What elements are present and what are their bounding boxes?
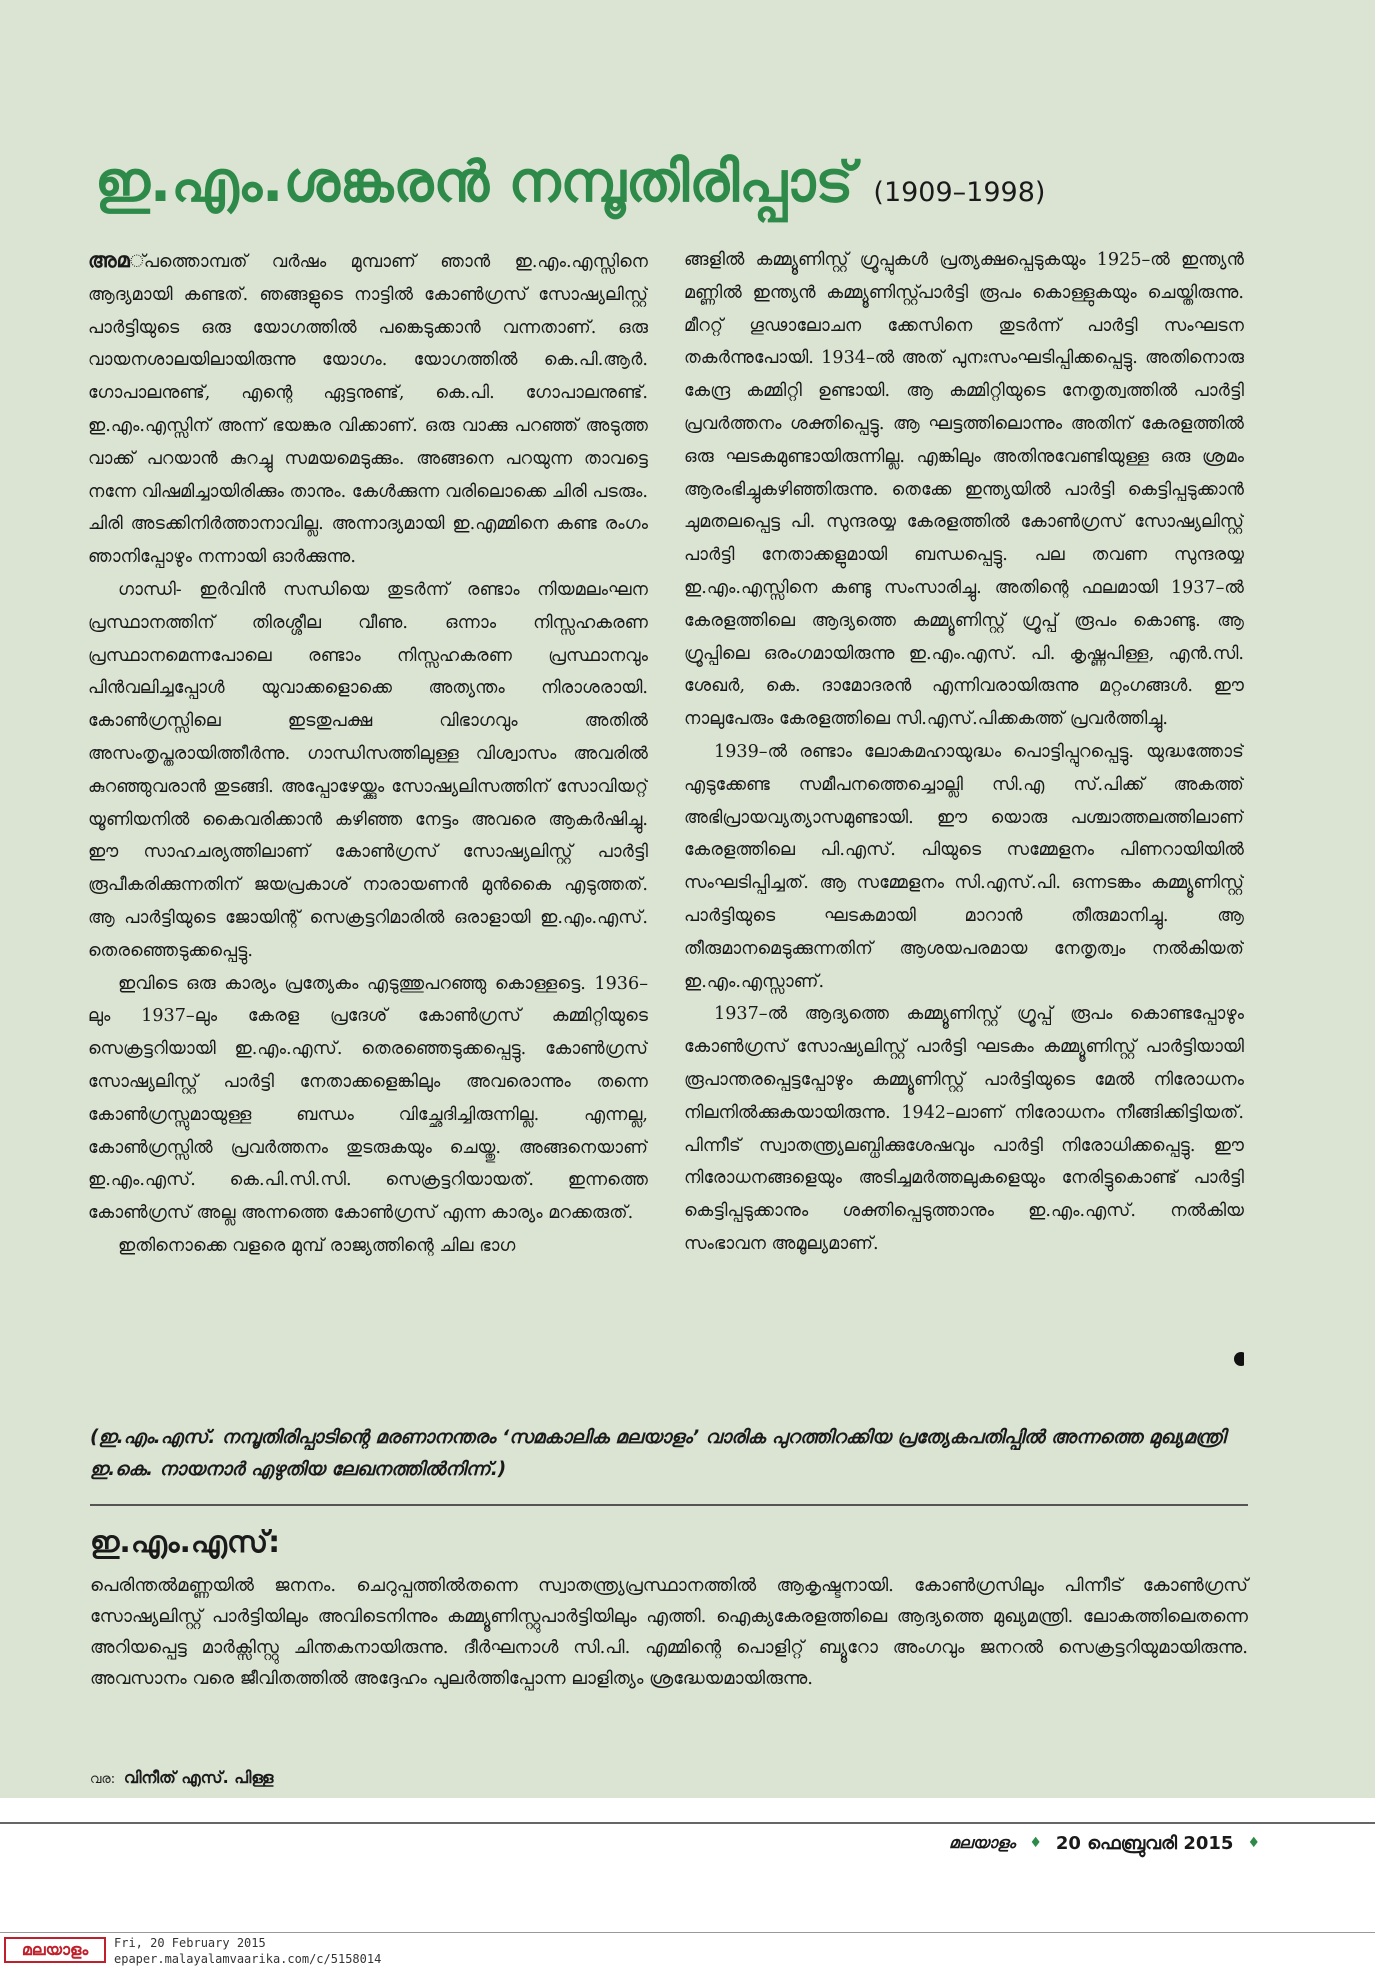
end-of-article-dot <box>1234 1352 1244 1366</box>
title-row <box>95 150 1295 240</box>
epaper-bar <box>0 1932 1375 1970</box>
page-folio <box>949 1828 1260 1858</box>
illustration-credit <box>90 1768 273 1788</box>
diamond-icon: ♦ <box>1029 1835 1042 1851</box>
epaper-logo[interactable]: മലയാളം <box>4 1937 106 1963</box>
epaper-date: Fri, 20 February 2015 <box>114 1936 266 1950</box>
masthead-logo: മലയാളം <box>949 1833 1016 1852</box>
bio-text: പെരിന്തൽമണ്ണയിൽ ജനനം. ചെറുപ്പത്തിൽതന്നെ സ്വാതന്ത്ര്യപ്രസ്ഥാനത്തിൽ ആകൃഷ്ടനായി. കോൺഗ്രസിലും പിന്നീട് കോൺഗ്രസ് സോഷ്യലിസ്റ്റ് പാർട്ടിയിലും അവിടെനിന്നും കമ്മ്യൂണിസ്റ്റുപാർട്ടിയിലും എത്തി. ഐക്യകേരളത്തിലെ ആദ്യത്തെ മുഖ്യമന്ത്രി. ലോകത്തിലെതന്നെ അറിയപ്പെട്ട മാർക്സിസ്റ്റു ചിന്തകനായിരുന്നു. ദീർഘനാൾ സി.പി. എമ്മിന്റെ പൊളിറ്റ് ബ്യൂറോ അംഗവും ജനറൽ സെക്രട്ടറിയുമായിരുന്നു. അവസാനം വരെ ജീവിതത്തിൽ അദ്ദേഹം പുലർത്തിപ്പോന്ന ലാളിത്യം ശ്രദ്ധേയമായിരുന്നു. <box>90 1575 1248 1689</box>
article-years: (1909–1998) <box>873 177 1046 208</box>
article-title: ഇ.എം.ശങ്കരൻ നമ്പൂതിരിപ്പാട് <box>95 150 854 215</box>
paragraph-text: അമ്പത്തൊമ്പത് വർഷം മുമ്പാണ് ഞാൻ ഇ.എം.എസ്സിനെ ആദ്യമായി കണ്ടത്. ഞങ്ങളുടെ നാട്ടിൽ കോൺഗ്രസ് സോഷ്യലിസ്റ്റ് പാർട്ടിയുടെ ഒരു യോഗത്തിൽ പങ്കെടുക്കാൻ വന്നതാണ്. ഒരു വായനശാലയിലായിരുന്നു യോഗം. യോഗത്തിൽ കെ.പി.ആർ. ഗോപാലനുണ്ട്, എന്റെ ഏട്ടനുണ്ട്, കെ.പി. ഗോപാലനുണ്ട്. ഇ.എം.എസ്സിന് അന്ന് ഭയങ്കര വിക്കാണ്. ഒരു വാക്കു പറഞ്ഞ് അടുത്ത വാക്ക് പറയാൻ കുറച്ചു സമയമെടുക്കും. അങ്ങനെ പറയുന്ന താവട്ടെ നന്നേ വിഷമിച്ചായിരിക്കും താനും. കേൾക്കുന്ന വരിലൊക്കെ ചിരി പടരും. ചിരി അടക്കിനിർത്താനാവില്ല. അന്നാദ്യമായി ഇ.എമ്മിനെ കണ്ട രംഗം ഞാനിപ്പോഴും നന്നായി ഓർക്കുന്നു. <box>88 247 648 568</box>
paragraph: ഇതിനൊക്കെ വളരെ മുമ്പ് രാജ്യത്തിന്റെ ചില ഭാഗ <box>118 1235 516 1256</box>
footer-divider <box>0 1822 1375 1824</box>
paragraph: 1939–ൽ രണ്ടാം ലോകമഹായുദ്ധം പൊട്ടിപ്പുറപ്പെട്ടു. യുദ്ധത്തോട് എടുക്കേണ്ട സമീപനത്തെച്ചൊല്ലി സി.എ സ്.പിക്ക് അകത്ത് അഭിപ്രായവ്യത്യാസമുണ്ടായി. ഈ യൊരു പശ്ചാത്തലത്തിലാണ് കേരളത്തിലെ പി.എസ്. പിയുടെ സമ്മേളനം പിണറായിയിൽ സംഘടിപ്പിച്ചത്. ആ സമ്മേളനം സി.എസ്.പി. ഒന്നടങ്കം കമ്മ്യൂണിസ്റ്റ് പാർട്ടിയുടെ ഘടകമായി മാറാൻ തീരുമാനിച്ചു. ആ തീരുമാനമെടുക്കുന്നതിന് ആശയപരമായ നേതൃത്വം നൽകിയത് ഇ.എം.എസ്സാണ്. <box>684 741 1244 992</box>
paragraph <box>88 244 648 574</box>
divider <box>90 1504 1248 1506</box>
right-column <box>684 244 1244 1404</box>
epaper-meta <box>114 1935 381 1967</box>
paragraph: ഇവിടെ ഒരു കാര്യം പ്രത്യേകം എടുത്തുപറഞ്ഞു കൊള്ളട്ടെ. 1936–ലും 1937–ലും കേരള പ്രദേശ് കോൺഗ്രസ് കമ്മിറ്റിയുടെ സെക്രട്ടറിയായി ഇ.എം.എസ്. തെരഞ്ഞെടുക്കപ്പെട്ടു. കോൺഗ്രസ് സോഷ്യലിസ്റ്റ് പാർട്ടി നേതാക്കളെങ്കിലും അവരൊന്നും തന്നെ കോൺഗ്രസ്സുമായുള്ള ബന്ധം വിച്ഛേദിച്ചിരുന്നില്ല. എന്നല്ല, കോൺഗ്രസ്സിൽ പ്രവർത്തനം തുടരുകയും ചെയ്തു. അങ്ങനെയാണ് ഇ.എം.എസ്. കെ.പി.സി.സി. സെക്രട്ടറിയായത്. ഇന്നത്തെ കോൺഗ്രസ് അല്ല അന്നത്തെ കോൺഗ്രസ് എന്ന കാര്യം മറക്കരുത്. <box>88 973 648 1224</box>
credit-label: വര: <box>90 1772 116 1787</box>
bio-heading: ഇ.എം.എസ്: <box>90 1525 281 1560</box>
issue-date: 20 ഫെബ്രുവരി 2015 <box>1055 1832 1234 1854</box>
paragraph: ങ്ങളിൽ കമ്മ്യൂണിസ്റ്റ് ഗ്രൂപ്പുകൾ പ്രത്യക്ഷപ്പെടുകയും 1925–ൽ ഇന്ത്യൻ മണ്ണിൽ ഇന്ത്യൻ കമ്മ്യൂണിസ്റ്റ്പാർട്ടി രൂപം കൊള്ളുകയും ചെയ്തിരുന്നു. മീററ്റ് ഗൂഢാലോചന ക്കേസിനെ തുടർന്ന് പാർട്ടി സംഘടന തകർന്നുപോയി. 1934–ൽ അത് പുനഃസംഘടിപ്പിക്കപ്പെട്ടു. അതിനൊരു കേന്ദ്ര കമ്മിറ്റി ഉണ്ടായി. ആ കമ്മിറ്റിയുടെ നേതൃത്വത്തിൽ പാർട്ടി പ്രവർത്തനം ശക്തിപ്പെട്ടു. ആ ഘട്ടത്തിലൊന്നും അതിന് കേരളത്തിൽ ഒരു ഘടകമുണ്ടായിരുന്നില്ല. എങ്കിലും അതിനുവേണ്ടിയുള്ള ഒരു ശ്രമം ആരംഭിച്ചുകഴിഞ്ഞിരുന്നു. തെക്കേ ഇന്ത്യയിൽ പാർട്ടി കെട്ടിപ്പടുക്കാൻ ചുമതലപ്പെട്ട പി. സുന്ദരയ്യ കേരളത്തിൽ കോൺഗ്രസ് സോഷ്യലിസ്റ്റ് പാർട്ടി നേതാക്കളുമായി ബന്ധപ്പെട്ടു. പല തവണ സുന്ദരയ്യ ഇ.എം.എസ്സിനെ കണ്ടു സംസാരിച്ചു. അതിന്റെ ഫലമായി 1937–ൽ കേരളത്തിലെ ആദ്യത്തെ കമ്മ്യൂണിസ്റ്റ് ഗ്രൂപ്പ് രൂപം കൊണ്ടു. ആ ഗ്രൂപ്പിലെ ഒരംഗമായിരുന്നു ഇ.എം.എസ്. പി. കൃഷ്ണപിള്ള, എൻ.സി. ശേഖർ, കെ. ദാമോദരൻ എന്നിവരായിരുന്നു മറ്റംഗങ്ങൾ. ഈ നാലുപേരും കേരളത്തിലെ സി.എസ്.പിക്കകത്ത് പ്രവർത്തിച്ചു. <box>684 250 1244 730</box>
diamond-icon: ♦ <box>1247 1835 1260 1851</box>
paragraph: ഗാന്ധി- ഇർവിൻ സന്ധിയെ തുടർന്ന് രണ്ടാം നിയമലംഘന പ്രസ്ഥാനത്തിന് തിരശ്ശീല വീണു. ഒന്നാം നിസ്സഹകരണ പ്രസ്ഥാനമെന്നപോലെ രണ്ടാം നിസ്സഹകരണ പ്രസ്ഥാനവും പിൻവലിച്ചപ്പോൾ യുവാക്കളൊക്കെ അത്യന്തം നിരാശരായി. കോൺഗ്രസ്സിലെ ഇടതുപക്ഷ വിഭാഗവും അതിൽ അസംതൃപ്തരായിത്തീർന്നു. ഗാന്ധിസത്തിലുള്ള വിശ്വാസം അവരിൽ കുറഞ്ഞുവരാൻ തുടങ്ങി. അപ്പോഴേയ്ക്കും സോഷ്യലിസത്തിന് സോവിയറ്റ് യൂണിയനിൽ കൈവരിക്കാൻ കഴിഞ്ഞ നേട്ടം അവരെ ആകർഷിച്ചു. ഈ സാഹചര്യത്തിലാണ് കോൺഗ്രസ് സോഷ്യലിസ്റ്റ് പാർട്ടി രൂപീകരിക്കുന്നതിന് ജയപ്രകാശ് നാരായണൻ മുൻകൈ എടുത്തത്. ആ പാർട്ടിയുടെ ജോയിന്റ് സെക്രട്ടറിമാരിൽ ഒരാളായി ഇ.എം.എസ്. തെരഞ്ഞെടുക്കപ്പെട്ടു. <box>88 579 648 961</box>
source-note: (ഇ.എം.എസ്. നമ്പൂതിരിപ്പാടിന്റെ മരണാനന്തരം ‘സമകാലിക മലയാളം’ വാരിക പുറത്തിറക്കിയ പ്രത്യേകപതിപ്പിൽ അന്നത്തെ മുഖ്യമന്ത്രി ഇ.കെ. നായനാർ എഴുതിയ ലേഖനത്തിൽനിന്ന്.) <box>90 1427 1226 1480</box>
drop-cap: അമ <box>88 247 130 272</box>
credit-name: വിനീത് എസ്. പിള്ള <box>123 1768 274 1787</box>
paragraph: 1937–ൽ ആദ്യത്തെ കമ്മ്യൂണിസ്റ്റ് ഗ്രൂപ്പ് രൂപം കൊണ്ടപ്പോഴും കോൺഗ്രസ് സോഷ്യലിസ്റ്റ് പാർട്ടി ഘടകം കമ്മ്യൂണിസ്റ്റ് പാർട്ടിയായി രൂപാന്തരപ്പെട്ടപ്പോഴും കമ്മ്യൂണിസ്റ്റ് പാർട്ടിയുടെ മേൽ നിരോധനം നിലനിൽക്കുകയായിരുന്നു. 1942–ലാണ് നിരോധനം നീങ്ങിക്കിട്ടിയത്. പിന്നീട് സ്വാതന്ത്ര്യലബ്ധിക്കുശേഷവും പാർട്ടി നിരോധിക്കപ്പെട്ടു. ഈ നിരോധനങ്ങളെയും അടിച്ചമർത്തലുകളെയും നേരിട്ടുകൊണ്ട് പാർട്ടി കെട്ടിപ്പടുക്കാനും ശക്തിപ്പെടുത്താനും ഇ.എം.എസ്. നൽകിയ സംഭാവന അമൂല്യമാണ്. <box>684 1004 1244 1254</box>
epaper-url[interactable]: epaper.malayalamvaarika.com/c/5158014 <box>114 1952 382 1966</box>
left-column <box>88 244 648 1404</box>
